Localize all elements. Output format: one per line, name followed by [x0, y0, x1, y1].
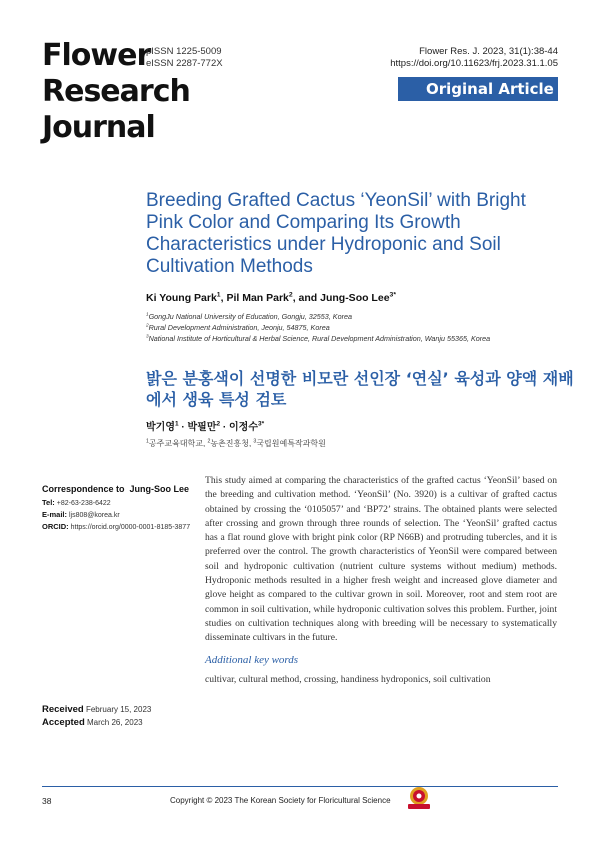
keywords-title: Additional key words	[205, 654, 299, 666]
tel-value: +82-63-238-6422	[56, 500, 111, 507]
author-name: 이정수	[229, 422, 258, 433]
accepted-date: March 26, 2023	[87, 718, 143, 727]
author-name: Ki Young Park	[146, 292, 217, 304]
journal-name-line: Journal	[42, 110, 155, 145]
pissn: pISSN 1225-5009	[146, 46, 222, 57]
email-link[interactable]: ljs808@korea.kr	[68, 512, 120, 519]
affiliation-text: Rural Development Administration, Jeonju, 54875, Korea	[148, 323, 330, 332]
email-label: E-mail:	[42, 510, 68, 519]
affiliation-sup: 1	[146, 311, 149, 317]
logo-center	[417, 794, 422, 799]
author-separator: ,	[220, 292, 227, 304]
article-title-en: Breeding Grafted Cactus ‘YeonSil’ with Bright Pink Color and Comparing Its Growth Characteristics under Hydroponic and Soil Cultivation Methods	[146, 190, 526, 277]
citation: Flower Res. J. 2023, 31(1):38-44	[419, 46, 558, 57]
affiliation-sup: 1	[146, 438, 149, 445]
authors-ko	[146, 418, 264, 433]
correspondence-title	[42, 484, 192, 495]
footer-rule	[42, 786, 558, 787]
affiliation-text: National Institute of Horticultural & Herbal Science, Rural Development Administration, Wanju 55365, Korea	[148, 334, 491, 343]
orcid-label: ORCID:	[42, 522, 69, 531]
issn-block	[146, 46, 223, 70]
doi-link[interactable]: https://doi.org/10.11623/frj.2023.31.1.05	[390, 58, 558, 69]
affiliations-ko	[146, 438, 326, 449]
page-number: 38	[42, 796, 52, 806]
affiliation-sup: 3	[146, 333, 149, 339]
copyright: Copyright © 2023 The Korean Society for Floricultural Science	[170, 796, 391, 805]
eissn: eISSN 2287-772X	[146, 58, 223, 69]
logo-banner	[408, 804, 430, 809]
affiliation-text: 공주교육대학교,	[148, 439, 208, 448]
dates-block	[42, 703, 151, 729]
author-sup: 2	[216, 420, 221, 428]
author-sup: 1	[174, 420, 179, 428]
affiliation-sup: 2	[207, 438, 211, 445]
affiliation-text: GongJu National University of Education, Gongju, 32553, Korea	[148, 312, 352, 321]
keywords-text: cultivar, cultural method, crossing, handiness hydroponics, soil cultivation	[205, 674, 491, 685]
journal-name-line: Flower	[42, 38, 151, 73]
correspondence-block	[42, 484, 192, 533]
correspondence-label: Correspondence to	[42, 484, 125, 494]
tel-line	[42, 497, 192, 509]
orcid-link[interactable]: https://orcid.org/0000-0001-8185-3877	[70, 524, 191, 531]
orcid-line	[42, 521, 192, 533]
article-title-ko: 밝은 분홍색이 선명한 비모란 선인장 ‘연실’ 육성과 양액 재배에서 생육 특성 검토	[146, 369, 574, 409]
tel-label: Tel:	[42, 498, 55, 507]
received-line	[42, 703, 151, 716]
affiliations-en	[146, 311, 566, 344]
author-sup: 2	[288, 291, 293, 299]
affiliation	[146, 333, 566, 344]
received-label: Received	[42, 704, 84, 715]
author-separator: , and	[292, 292, 321, 304]
citation-block	[390, 46, 558, 70]
correspondence-name: Jung-Soo Lee	[129, 484, 190, 494]
affiliation	[146, 311, 566, 322]
email-line	[42, 509, 192, 521]
accepted-label: Accepted	[42, 717, 85, 728]
abstract: This study aimed at comparing the characteristics of the grafted cactus ‘YeonSil’ based on the breeding and cultivation method. ‘YeonSil’ (No. 3920) is a cultivar of grafted cactus obtained by crossing the ‘0105057’ and ‘BP72’ strains. The obtained plants were selected after crossing and grown through three rounds of selection. The ‘YeonSil’ grafted cactus has a flat round glove with bright pink color (RP N66B) and protruding tubercles, and it is preferred over the control. The growth characteristics of YeonSil were compared between soil and hydroponic cultivation (nutrient culture systems without medium) methods. Hydroponic methods resulted in a higher fresh weight and increased glove diameter and glove height as compared to the cultivar grown in soil. Moreover, root and stem root are common in soil cultivation, while hydroponic cultivation solves this problem. Further, joint studies on cultivation techniques along with breeding will be necessary to systematically disseminate cultivars in the future.	[205, 475, 557, 644]
author-sup: 3*	[257, 420, 265, 428]
accepted-line	[42, 716, 151, 729]
affiliation-text: 농촌진흥청,	[210, 439, 254, 448]
author-name: Jung-Soo Lee	[320, 292, 390, 304]
author-name: 박필만	[187, 422, 217, 433]
author-separator: ·	[178, 422, 188, 433]
author-separator: ·	[220, 422, 229, 433]
journal-name-line: Research	[42, 74, 190, 109]
author-name: 박기영	[146, 422, 175, 433]
affiliation-text: 국립원예특작과학원	[256, 439, 326, 448]
author-sup: 3*	[389, 291, 396, 299]
author-sup: 1	[216, 291, 221, 299]
authors-en	[146, 292, 396, 304]
affiliation-sup: 3	[253, 438, 257, 445]
received-date: February 15, 2023	[85, 705, 152, 714]
author-name: Pil Man Park	[226, 292, 289, 304]
affiliation-sup: 2	[146, 322, 149, 328]
society-logo-icon	[406, 786, 432, 810]
affiliation	[146, 322, 566, 333]
article-type-badge: Original Article	[398, 77, 558, 101]
